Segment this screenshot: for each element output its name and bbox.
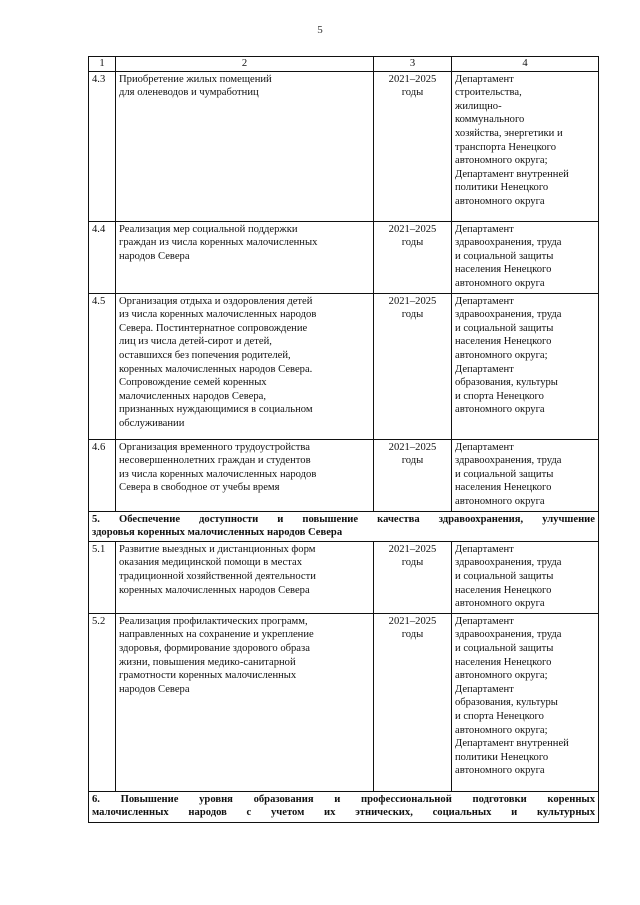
row-number: 5.1 — [89, 541, 116, 613]
header-col-4: 4 — [452, 57, 599, 72]
row-number: 4.5 — [89, 293, 116, 439]
table-row-4-5 — [89, 293, 599, 439]
measure-period: 2021–2025 годы — [374, 541, 452, 613]
section-5-line-1: 5. Обеспечение доступности и повышение качества здравоохранения, улучшение — [92, 513, 595, 525]
table-header-row — [89, 57, 599, 72]
row-number: 4.3 — [89, 71, 116, 221]
section-5-line-2: здоровья коренных малочисленных народов Севера — [92, 527, 343, 539]
header-col-1: 1 — [89, 57, 116, 72]
measure-text: Развитие выездных и дистанционных форм оказания медицинской помощи в местах традиционной хозяйственной деятельности коренных малочисленных народов Севера — [116, 541, 374, 613]
measure-text: Реализация мер социальной поддержки граждан из числа коренных малочисленных народов Севера — [116, 221, 374, 293]
measure-text: Реализация профилактических программ, направленных на сохранение и укрепление здоровья, формирование здорового образа жизни, повышения медико-санитарной грамотности коренных малочисленных народов Севера — [116, 613, 374, 791]
responsible-department: Департамент здравоохранения, труда и социальной защиты населения Ненецкого автономного округа — [452, 439, 599, 511]
section-6-line-1: 6. Повышение уровня образования и профессиональной подготовки коренных — [92, 793, 595, 805]
section-5-heading — [89, 511, 599, 541]
responsible-department: Департамент здравоохранения, труда и социальной защиты населения Ненецкого автономного округа — [452, 221, 599, 293]
section-6-heading — [89, 791, 599, 822]
table-row-5-1 — [89, 541, 599, 613]
measure-text: Организация временного трудоустройства несовершеннолетних граждан и студентов из числа коренных малочисленных народов Севера в свободное от учебы время — [116, 439, 374, 511]
header-col-3: 3 — [374, 57, 452, 72]
page-number: 5 — [317, 24, 323, 36]
table-row-4-4 — [89, 221, 599, 293]
measure-period: 2021–2025 годы — [374, 439, 452, 511]
responsible-department: Департамент здравоохранения, труда и социальной защиты населения Ненецкого автономного округа; Департамент образования, культуры и спорта Ненецкого автономного округа — [452, 293, 599, 439]
measure-text: Приобретение жилых помещений для оленеводов и чумработниц — [116, 71, 374, 221]
row-number: 4.6 — [89, 439, 116, 511]
responsible-department: Департамент здравоохранения, труда и социальной защиты населения Ненецкого автономного округа; Департамент образования, культуры и спорта Ненецкого автономного округа; Департамент внутренней политики Ненецкого автономного округа — [452, 613, 599, 791]
measures-table — [88, 56, 599, 823]
header-col-2: 2 — [116, 57, 374, 72]
measure-period: 2021–2025 годы — [374, 293, 452, 439]
measure-period: 2021–2025 годы — [374, 613, 452, 791]
row-number: 4.4 — [89, 221, 116, 293]
section-6-line-2: малочисленных народов с учетом их этнических, социальных и культурных — [92, 807, 595, 819]
measure-period: 2021–2025 годы — [374, 71, 452, 221]
table-row-4-6 — [89, 439, 599, 511]
responsible-department: Департамент здравоохранения, труда и социальной защиты населения Ненецкого автономного округа — [452, 541, 599, 613]
table-row-5-2 — [89, 613, 599, 791]
measure-text: Организация отдыха и оздоровления детей из числа коренных малочисленных народов Севера. Постинтернатное сопровождение лиц из числа детей-сирот и детей, оставшихся без попечения родителей, коренных малочисленных народов Севера. Сопровождение семей коренных малочисленных народов Севера, признанных нуждающимися в социальном обслуживании — [116, 293, 374, 439]
row-number: 5.2 — [89, 613, 116, 791]
responsible-department: Департамент строительства, жилищно- коммунального хозяйства, энергетики и транспорта Ненецкого автономного округа; Департамент внутренней политики Ненецкого автономного округа — [452, 71, 599, 221]
table-row-4-3 — [89, 71, 599, 221]
measure-period: 2021–2025 годы — [374, 221, 452, 293]
